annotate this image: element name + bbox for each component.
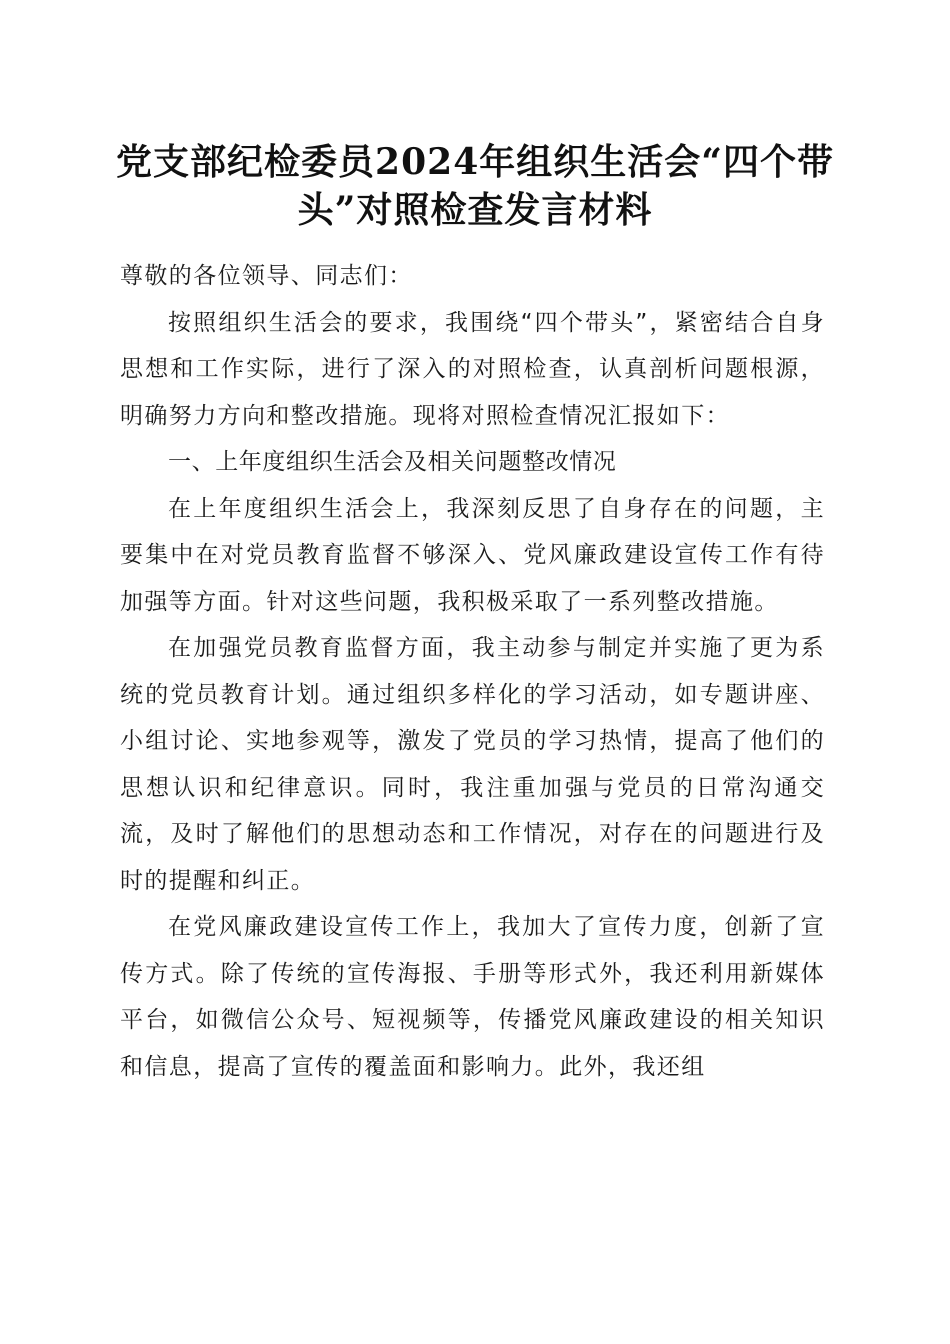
salutation: 尊敬的各位领导、同志们：	[120, 263, 413, 289]
paragraph-intro: 按照组织生活会的要求，我围绕“四个带头”，紧密结合自身思想和工作实际，进行了深入的对照检查，认真剖析问题根源，明确努力方向和整改措施。现将对照检查情况汇报如下：	[120, 309, 825, 429]
section-heading: 一、上年度组织生活会及相关问题整改情况	[168, 449, 617, 475]
paragraph: 在党风廉政建设宣传工作上，我加大了宣传力度，创新了宣传方式。除了传统的宣传海报、手册等形式外，我还利用新媒体平台，如微信公众号、短视频等，传播党风廉政建设的相关知识和信息，提高了宣传的覆盖面和影响力。此外，我还组	[120, 914, 825, 1080]
document-body	[120, 253, 825, 1090]
paragraph: 在加强党员教育监督方面，我主动参与制定并实施了更为系统的党员教育计划。通过组织多样化的学习活动，如专题讲座、小组讨论、实地参观等，激发了党员的学习热情，提高了他们的思想认识和纪律意识。同时，我注重加强与党员的日常沟通交流，及时了解他们的思想动态和工作情况，对存在的问题进行及时的提醒和纠正。	[120, 635, 825, 894]
paragraph: 在上年度组织生活会上，我深刻反思了自身存在的问题，主要集中在对党员教育监督不够深入、党风廉政建设宣传工作有待加强等方面。针对这些问题，我积极采取了一系列整改措施。	[120, 495, 825, 615]
title-line-1: 党支部纪检委员2024年组织生活会“四个带	[116, 141, 834, 183]
title-line-2: 头”对照检查发言材料	[297, 189, 653, 231]
document-title	[100, 138, 850, 234]
